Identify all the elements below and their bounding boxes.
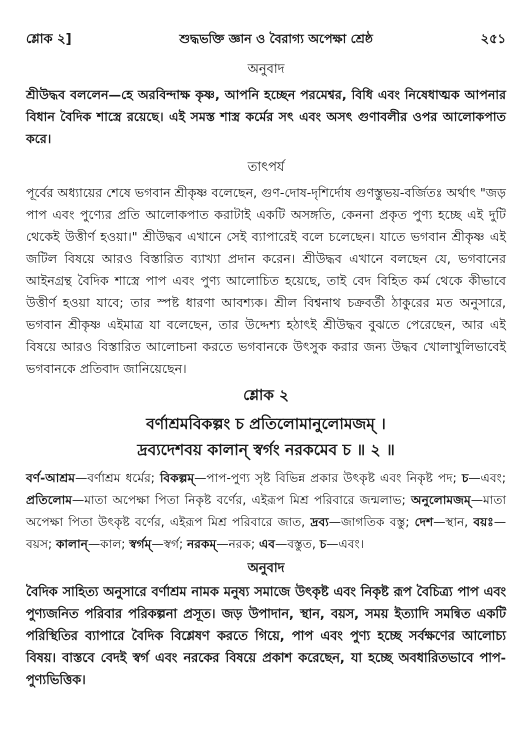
- running-header: [26, 30, 506, 52]
- page-number: ২৫১: [480, 32, 506, 47]
- synonym-meaning: —এবং।: [326, 537, 365, 551]
- verse-translation-text: বৈদিক সাহিত্য অনুসারে বর্ণাশ্রম নামক মনুষ্য সমাজে উৎকৃষ্ট এবং নিকৃষ্ট রূপ বৈচিত্র্য পাপ এবং পুণ্যজনিত পরিবার পরিকল্পনা প্রসূত। জড় উপাদান, স্থান, বয়স, সময় ইত্যাদি সমন্বিত একটি পরিস্থিতির ব্যাপারে বৈদিক বিশ্লেষণ করতে গিয়ে, পাপ এবং পুণ্য হচ্ছে সর্বক্ষণের আলোচ্য বিষয়। বাস্তবে বেদই স্বর্গ এবং নরকের বিষয়ে প্রকাশ করেছেন, যা হচ্ছে অবধারিতভাবে পাপ-পুণ্যভিত্তিক।: [26, 585, 507, 688]
- synonym-term: দেশ: [414, 515, 434, 529]
- purport-text: পূর্বের অধ্যায়ের শেষে ভগবান শ্রীকৃষ্ণ বলেছেন, গুণ-দোষ-দৃশির্দোষ গুণস্তুভয়-বর্জিতঃ অর্থাৎ "জড় পাপ এবং পুণ্যের প্রতি আলোকপাত করাটাই একটি অসঙ্গতি, কেননা প্রকৃত পুণ্য হচ্ছে এই দুটি থেকেই উত্তীর্ণ হওয়া।" শ্রীউদ্ধব এখানে সেই ব্যাপারেই বলে চলেছেন। যাতে ভগবান শ্রীকৃষ্ণ এই জটিল বিষয়ে আরও বিস্তারিত ব্যাখ্যা প্রদান করেন। শ্রীউদ্ধব এখানে বলছেন যে, ভগবানের আইনগ্রন্থ বৈদিক শাস্ত্রে পাপ এবং পুণ্য আলোচিত হয়েছে, তাই বেদ বিহিত কর্ম থেকে কীভাবে উত্তীর্ণ হওয়া যাবে; তার স্পষ্ট ধারণা আবশ্যক। শ্রীল বিশ্বনাথ চক্রবর্তী ঠাকুরের মত অনুসারে, ভগবান শ্রীকৃষ্ণ এইমাত্র যা বলেছেন, তার উদ্দেশ্য হঠাৎই শ্রীউদ্ধব বুঝতে পেরেছেন, আর এই বিষয়ে আরও বিস্তারিত আলোচনা করতে ভগবানকে উৎসুক করার জন্য উদ্ধব খোলাখুলিভাবেই ভগবানকে প্রতিবাদ জানিয়েছেন।: [26, 185, 507, 376]
- synonym-term: দ্রব্য: [310, 515, 329, 529]
- verse-line-2: দ্রব্যদেশবয় কালান্ স্বর্গং নরকমেব চ ॥ ২ ॥: [137, 441, 395, 459]
- synonym-term: বয়ঃ: [473, 515, 494, 529]
- synonym-meaning: —এবং;: [468, 471, 506, 485]
- synonym-meaning: —মাতা অপেক্ষা পিতা নিকৃষ্ট বর্ণের, এইরূপ মিশ্র পরিবারে জন্মলাভ;: [72, 493, 412, 507]
- translation-text: শ্রীউদ্ধব বললেন—হে অরবিন্দাক্ষ কৃষ্ণ, আপনি হচ্ছেন পরমেশ্বর, বিধি এবং নিষেধাত্মক আপনার বিধান বৈদিক শাস্ত্রে রয়েছে। এই সমস্ত শাস্ত্র কর্মের সৎ এবং অসৎ গুণাবলীর ওপর আলোকপাত করে।: [26, 87, 506, 146]
- word-for-word-synonyms: [26, 467, 506, 555]
- synonym-term: চ: [461, 471, 469, 485]
- synonym-term: প্রতিলোম: [26, 493, 73, 507]
- header-verse-ref: শ্লোক ২]: [26, 32, 72, 47]
- purport-heading: তাৎপর্য: [247, 160, 285, 175]
- synonym-term: কালান্: [56, 537, 88, 551]
- synonym-meaning: —স্থান,: [433, 515, 474, 529]
- header-chapter-title: শুদ্ধভক্তি জ্ঞান ও বৈরাগ্য অপেক্ষা শ্রেষ্ঠ: [179, 31, 373, 46]
- synonym-term: অনুলোমজম্: [411, 493, 471, 507]
- synonym-meaning: —নরক;: [216, 537, 259, 551]
- synonym-term: বিকল্পম্: [159, 471, 195, 485]
- verse-translation-heading: অনুবাদ: [247, 561, 285, 576]
- synonym-term: চ: [319, 537, 327, 551]
- synonym-term: বর্ণ-আশ্রম: [26, 471, 76, 485]
- synonym-meaning: —পাপ-পুণ্য সৃষ্ট বিভিন্ন প্রকার উৎকৃষ্ট এবং নিকৃষ্ট পদ;: [194, 471, 462, 485]
- synonym-meaning: —বর্ণাশ্রম ধর্মের;: [75, 471, 160, 485]
- synonym-term: এব: [259, 537, 276, 551]
- verse-heading: শ্লোক ২: [243, 386, 289, 404]
- synonym-meaning: —মাতা অপেক্ষা পিতা উৎকৃষ্ট বর্ণের, এইরূপ মিশ্র পরিবারে জাত,: [26, 493, 506, 529]
- book-page: [26, 30, 506, 705]
- synonym-term: নরকম্: [187, 537, 217, 551]
- synonym-meaning: —বয়স;: [26, 515, 506, 551]
- translation-heading: অনুবাদ: [247, 62, 285, 77]
- synonym-meaning: —স্বর্গ;: [151, 537, 188, 551]
- verse-line-1: বর্ণাশ্রমবিকল্পং চ প্রতিলোমানুলোমজম্ ।: [146, 415, 386, 433]
- synonym-meaning: —বস্তুত,: [275, 537, 320, 551]
- synonym-meaning: —জাগতিক বস্তু;: [328, 515, 415, 529]
- synonym-term: স্বর্গম্: [129, 537, 152, 551]
- synonym-meaning: —কাল;: [87, 537, 130, 551]
